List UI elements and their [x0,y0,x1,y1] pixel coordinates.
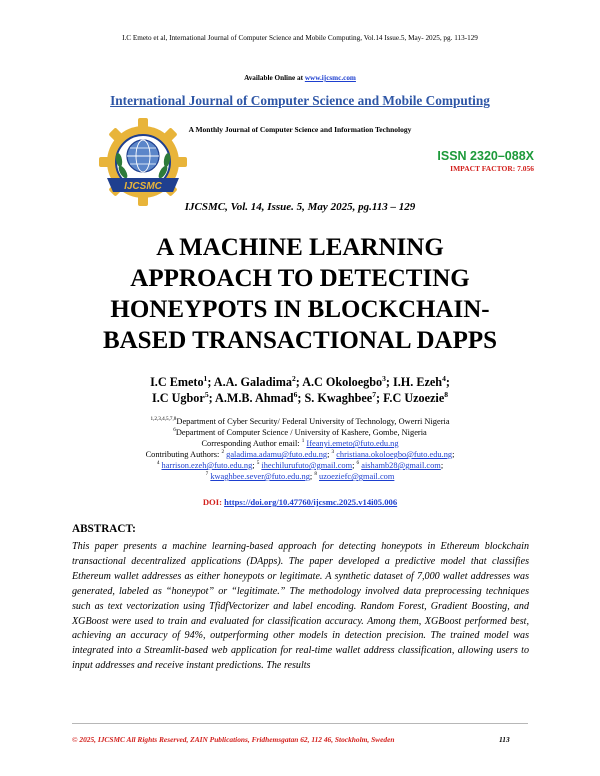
corresponding-label: Corresponding Author email: [201,439,302,448]
author-name: I.H. Ezeh [393,375,443,389]
author-email-link[interactable]: christiana.okoloegbo@futo.edu.ng [336,450,453,459]
affiliation [0,417,600,428]
author-sup: 1 [203,373,208,383]
issn: ISSN 2320–088X [437,149,534,163]
page-number: 113 [499,735,510,744]
author-email-link[interactable]: galadima.adamu@futo.edu.ng [226,450,328,459]
email-sup: 7 [205,471,209,478]
corresponding-sup: 1 [301,438,305,445]
footer-divider [72,723,528,724]
email-sup: 3 [331,449,335,456]
paper-title [0,232,600,356]
author-sup: 4 [442,373,446,383]
author-sup: 5 [204,389,209,399]
contributing-authors: $^7$ kwaghbee.sever@futo.edu.ng; $^8$ uzoeziefc@gmail.com [205,471,395,481]
title-line: HONEYPOTS IN BLOCKCHAIN- [110,296,490,323]
journal-website-link[interactable]: www.ijcsmc.com [304,74,356,82]
author-name: A.M.B. Ahmad [215,391,294,405]
author-name: A.A. Galadima [213,375,292,389]
title-line: APPROACH TO DETECTING [130,265,470,292]
author-name: A.C Okoloegbo [302,375,383,389]
author-sup: 8 [444,389,449,399]
logo-text: IJCSMC [124,181,162,192]
doi-link[interactable]: https://doi.org/10.47760/ijcsmc.2025.v14i05.006 [224,497,398,507]
doi-line [0,497,600,507]
title-line: A MACHINE LEARNING [156,234,444,261]
author-name: I.C Ugbor [151,391,205,405]
journal-subtitle: A Monthly Journal of Computer Science and Information Technology [188,125,412,134]
author-email-link[interactable]: harrison.ezeh@futo.edu.ng [161,461,253,470]
author-email-link[interactable]: ihechilurufuto@gmail.com [261,461,353,470]
author-name: I.C Emeto [150,375,204,389]
available-online [0,74,600,82]
impact-factor: IMPACT FACTOR: 7.056 [450,164,534,173]
affiliation-sup: 1,2,3,4,5,7,8 [150,416,177,423]
author-email-link[interactable]: uzoeziefc@gmail.com [319,472,395,481]
author-name: F.C Uzoezie [383,391,445,405]
author-email-link[interactable]: aishamb28@gmail.com [361,461,441,470]
author-list: I.C Ugbor$^5$; A.M.B. Ahmad$^6$; S. Kwaghbee$^7$; F.C Uzoezie$^8$ [151,389,449,405]
email-sup: 4 [156,460,160,467]
globe-icon [127,140,159,172]
affiliation-sup: 6 [173,427,176,434]
affiliation-text: Department of Computer Science / University of Kashere, Gombe, Nigeria [175,428,427,437]
author-sup: 6 [293,389,298,399]
abstract-heading: ABSTRACT: [72,523,136,535]
contributing-label: Contributing Authors: [145,450,222,459]
author-sup: 2 [291,373,296,383]
author-email-link[interactable]: kwaghbee.sever@futo.edu.ng [210,472,310,481]
author-sup: 7 [372,389,376,399]
corresponding-email-link[interactable]: Ifeanyi.emeto@futo.edu.ng [306,439,399,448]
author-list: I.C Emeto$^1$; A.A. Galadima$^2$; A.C Okoloegbo$^3$; I.H. Ezeh$^4$; [150,373,450,389]
contributing-authors: Contributing Authors: $^2$ galadima.adamu@futo.edu.ng; $^3$ christiana.okoloegbo@futo.edu.ng; [145,449,455,459]
citation-line: IJCSMC, Vol. 14, Issue. 5, May 2025, pg.113 – 129 [184,201,416,213]
email-sup: 6 [356,460,360,467]
available-prefix: Available Online at [244,74,305,82]
journal-name[interactable]: International Journal of Computer Science and Mobile Computing [110,93,490,108]
corresponding-author [0,439,600,450]
author-name: S. Kwaghbee [304,391,373,405]
footer-copyright: © 2025, IJCSMC All Rights Reserved, ZAIN Publications, Fridhemsgatan 62, 112 46, Stockholm, Sweden [72,735,395,744]
journal-logo [93,112,193,212]
author-sup: 3 [382,373,386,383]
email-sup: 8 [314,471,317,478]
contributing-authors: $^4$ harrison.ezeh@futo.edu.ng; $^5$ ihechilurufuto@gmail.com; $^6$ aishamb28@gmail.com; [156,460,444,470]
running-head: I.C Emeto et al, International Journal of Computer Science and Mobile Computing, Vol.14 Issue.5, May- 2025, pg. 113-129 [122,34,478,42]
title-line: BASED TRANSACTIONAL DAPPS [102,327,498,354]
affiliation [0,428,600,439]
email-sup: 2 [221,449,225,456]
affiliation-text: Department of Cyber Security/ Federal University of Technology, Owerri Nigeria [176,417,450,426]
email-sup: 5 [256,460,260,467]
abstract-text: This paper presents a machine learning-based approach for detecting honeypots in Ethereum blockchain transactional decentralized applications (DApps). The paper developed a predictive model that classifies Ethereum wallet addresses as either honeypots or legitimate. A synthetic dataset of 7,000 wallet addresses was generated, labeled as “honeypot” or “legitimate.” The methodology involved data preprocessing techniques such as text vectorization using TfidfVectorizer and label encoding. Random Forest, Gradient Boosting, and XGBoost were used to train and evaluated for classification accuracy. Among them, XGBoost performed best, achieving an accuracy of 94%, outperforming other models in detection precision. The trained model was integrated into a Streamlit-based web application for real-time wallet address classification, allowing users to input addresses and receive instant predictions. The results [72,541,529,672]
doi-label: DOI: [202,497,225,507]
